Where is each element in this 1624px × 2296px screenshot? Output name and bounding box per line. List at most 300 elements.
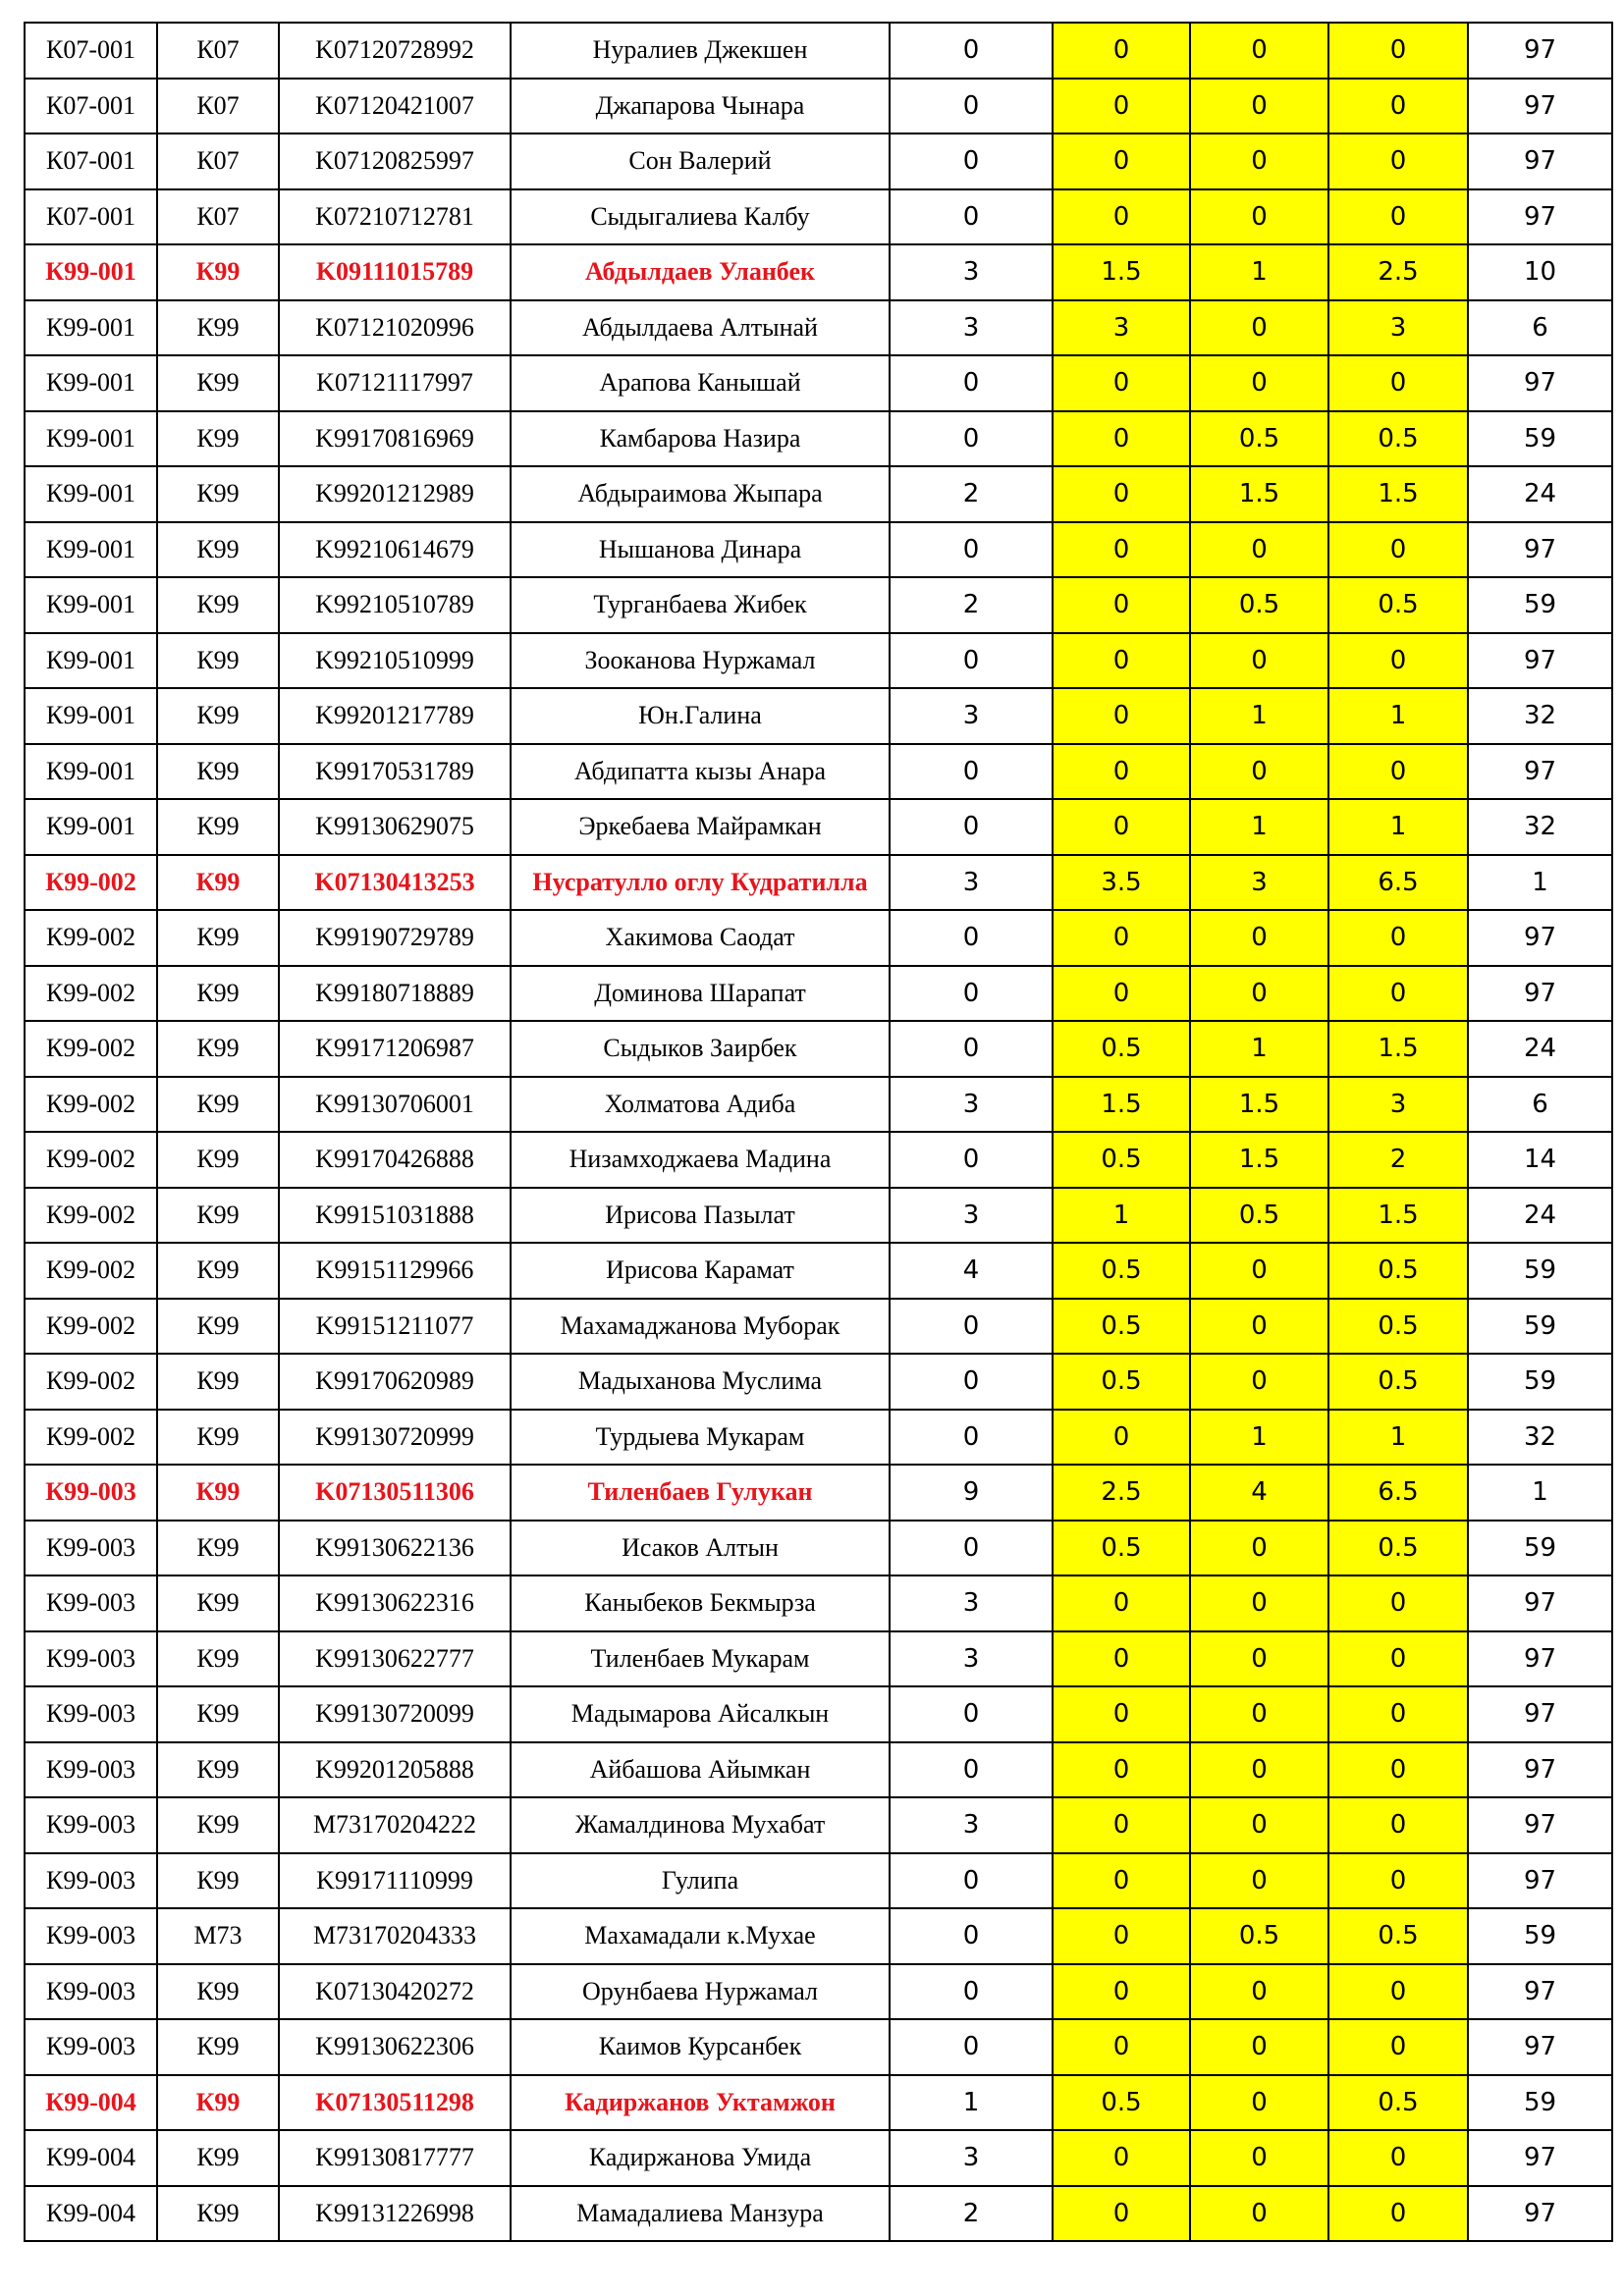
id-cell: K99171206987 xyxy=(279,1021,511,1077)
points-a-cell: 1 xyxy=(1053,1188,1190,1244)
points-a-cell: 0.5 xyxy=(1053,1132,1190,1188)
points-total-cell: 0 xyxy=(1328,189,1468,245)
group-cell: К99 xyxy=(157,1853,279,1909)
points-total-cell: 0 xyxy=(1328,1631,1468,1687)
id-cell: K99130622136 xyxy=(279,1521,511,1576)
name-cell: Ирисова Карамат xyxy=(511,1243,890,1299)
group-cell: К99 xyxy=(157,522,279,578)
points-total-cell: 0 xyxy=(1328,79,1468,134)
group-cell: К99 xyxy=(157,1686,279,1742)
points-b-cell: 0 xyxy=(1190,1521,1328,1576)
rank-cell: 97 xyxy=(1468,522,1612,578)
points-b-cell: 0 xyxy=(1190,1299,1328,1355)
table-row xyxy=(25,2186,1612,2242)
group-cell: К99 xyxy=(157,300,279,356)
group-cell: К99 xyxy=(157,1521,279,1576)
table-body xyxy=(25,23,1612,2241)
points-a-cell: 0 xyxy=(1053,2186,1190,2242)
rank-cell: 97 xyxy=(1468,744,1612,800)
rank-cell: 24 xyxy=(1468,1188,1612,1244)
rank-cell: 97 xyxy=(1468,23,1612,79)
points-total-cell: 3 xyxy=(1328,300,1468,356)
points-total-cell: 1.5 xyxy=(1328,1188,1468,1244)
id-cell: K99130622777 xyxy=(279,1631,511,1687)
score-cell: 0 xyxy=(890,966,1053,1022)
score-cell: 3 xyxy=(890,855,1053,911)
name-cell: Мамадалиева Манзура xyxy=(511,2186,890,2242)
name-cell: Нуралиев Джекшен xyxy=(511,23,890,79)
id-cell: K99170620989 xyxy=(279,1354,511,1410)
code-cell: К99-001 xyxy=(25,577,157,633)
group-cell: М73 xyxy=(157,1908,279,1964)
id-cell: K99201205888 xyxy=(279,1742,511,1798)
group-cell: К99 xyxy=(157,799,279,855)
points-b-cell: 1 xyxy=(1190,244,1328,300)
name-cell: Абдыраимова Жыпара xyxy=(511,466,890,522)
rank-cell: 1 xyxy=(1468,1465,1612,1521)
points-b-cell: 0 xyxy=(1190,633,1328,689)
points-a-cell: 0 xyxy=(1053,133,1190,189)
score-cell: 2 xyxy=(890,466,1053,522)
points-total-cell: 0 xyxy=(1328,522,1468,578)
points-total-cell: 0 xyxy=(1328,133,1468,189)
score-cell: 0 xyxy=(890,79,1053,134)
rank-cell: 97 xyxy=(1468,1686,1612,1742)
points-a-cell: 3 xyxy=(1053,300,1190,356)
points-b-cell: 4 xyxy=(1190,1465,1328,1521)
code-cell: К99-002 xyxy=(25,1410,157,1466)
score-cell: 0 xyxy=(890,633,1053,689)
group-cell: К99 xyxy=(157,1354,279,1410)
rank-cell: 32 xyxy=(1468,1410,1612,1466)
points-total-cell: 0 xyxy=(1328,1575,1468,1631)
rank-cell: 32 xyxy=(1468,688,1612,744)
points-b-cell: 0 xyxy=(1190,133,1328,189)
score-cell: 3 xyxy=(890,688,1053,744)
name-cell: Эркебаева Майрамкан xyxy=(511,799,890,855)
name-cell: Каныбеков Бекмырза xyxy=(511,1575,890,1631)
table-row xyxy=(25,1299,1612,1355)
score-cell: 0 xyxy=(890,1964,1053,2020)
points-b-cell: 0 xyxy=(1190,189,1328,245)
points-b-cell: 0.5 xyxy=(1190,411,1328,467)
points-total-cell: 0 xyxy=(1328,2019,1468,2075)
id-cell: K99170426888 xyxy=(279,1132,511,1188)
rank-cell: 97 xyxy=(1468,633,1612,689)
points-a-cell: 0 xyxy=(1053,1908,1190,1964)
name-cell: Юн.Галина xyxy=(511,688,890,744)
table-row xyxy=(25,1797,1612,1853)
rank-cell: 24 xyxy=(1468,1021,1612,1077)
points-b-cell: 0 xyxy=(1190,522,1328,578)
group-cell: К99 xyxy=(157,966,279,1022)
code-cell: К99-001 xyxy=(25,355,157,411)
score-cell: 3 xyxy=(890,1797,1053,1853)
points-b-cell: 0 xyxy=(1190,355,1328,411)
points-total-cell: 0.5 xyxy=(1328,1354,1468,1410)
points-a-cell: 0 xyxy=(1053,577,1190,633)
id-cell: K09111015789 xyxy=(279,244,511,300)
group-cell: К99 xyxy=(157,244,279,300)
points-b-cell: 1 xyxy=(1190,1021,1328,1077)
points-total-cell: 0 xyxy=(1328,1742,1468,1798)
points-b-cell: 0.5 xyxy=(1190,1908,1328,1964)
points-a-cell: 0.5 xyxy=(1053,1354,1190,1410)
score-cell: 4 xyxy=(890,1243,1053,1299)
points-total-cell: 0 xyxy=(1328,23,1468,79)
id-cell: K99130706001 xyxy=(279,1077,511,1133)
code-cell: К99-003 xyxy=(25,1575,157,1631)
table-row xyxy=(25,355,1612,411)
code-cell: К99-003 xyxy=(25,1908,157,1964)
score-cell: 0 xyxy=(890,1686,1053,1742)
points-b-cell: 0 xyxy=(1190,1797,1328,1853)
group-cell: К07 xyxy=(157,23,279,79)
points-b-cell: 0.5 xyxy=(1190,1188,1328,1244)
group-cell: К99 xyxy=(157,1410,279,1466)
rank-cell: 97 xyxy=(1468,355,1612,411)
table-row xyxy=(25,1077,1612,1133)
points-b-cell: 0 xyxy=(1190,79,1328,134)
name-cell: Холматова Адиба xyxy=(511,1077,890,1133)
points-a-cell: 0 xyxy=(1053,411,1190,467)
points-total-cell: 0 xyxy=(1328,1964,1468,2020)
id-cell: K07120825997 xyxy=(279,133,511,189)
id-cell: K07130511298 xyxy=(279,2075,511,2131)
points-b-cell: 0 xyxy=(1190,2130,1328,2186)
points-total-cell: 0 xyxy=(1328,910,1468,966)
score-cell: 0 xyxy=(890,1521,1053,1576)
points-a-cell: 0.5 xyxy=(1053,1243,1190,1299)
points-b-cell: 0 xyxy=(1190,1686,1328,1742)
points-total-cell: 3 xyxy=(1328,1077,1468,1133)
points-total-cell: 1.5 xyxy=(1328,1021,1468,1077)
code-cell: К99-003 xyxy=(25,1521,157,1576)
table-row xyxy=(25,577,1612,633)
code-cell: К07-001 xyxy=(25,133,157,189)
points-b-cell: 0 xyxy=(1190,1243,1328,1299)
id-cell: K07120728992 xyxy=(279,23,511,79)
points-a-cell: 0 xyxy=(1053,688,1190,744)
code-cell: К99-001 xyxy=(25,633,157,689)
name-cell: Абдылдаева Алтынай xyxy=(511,300,890,356)
points-total-cell: 1 xyxy=(1328,1410,1468,1466)
name-cell: Низамходжаева Мадина xyxy=(511,1132,890,1188)
score-cell: 9 xyxy=(890,1465,1053,1521)
rank-cell: 59 xyxy=(1468,1354,1612,1410)
code-cell: К99-002 xyxy=(25,855,157,911)
name-cell: Каимов Курсанбек xyxy=(511,2019,890,2075)
group-cell: К07 xyxy=(157,189,279,245)
points-total-cell: 0 xyxy=(1328,1853,1468,1909)
name-cell: Сыдыков Заирбек xyxy=(511,1021,890,1077)
rank-cell: 97 xyxy=(1468,79,1612,134)
group-cell: К07 xyxy=(157,133,279,189)
table-row xyxy=(25,189,1612,245)
rank-cell: 24 xyxy=(1468,466,1612,522)
points-b-cell: 0 xyxy=(1190,1853,1328,1909)
points-b-cell: 0.5 xyxy=(1190,577,1328,633)
code-cell: К99-003 xyxy=(25,1853,157,1909)
group-cell: К99 xyxy=(157,466,279,522)
group-cell: К99 xyxy=(157,1797,279,1853)
rank-cell: 97 xyxy=(1468,2186,1612,2242)
name-cell: Тиленбаев Гулукан xyxy=(511,1465,890,1521)
group-cell: К99 xyxy=(157,855,279,911)
rank-cell: 97 xyxy=(1468,1742,1612,1798)
rank-cell: 97 xyxy=(1468,2019,1612,2075)
points-total-cell: 0 xyxy=(1328,633,1468,689)
id-cell: K99151211077 xyxy=(279,1299,511,1355)
score-cell: 0 xyxy=(890,744,1053,800)
points-a-cell: 0 xyxy=(1053,744,1190,800)
code-cell: К99-002 xyxy=(25,1243,157,1299)
code-cell: К99-001 xyxy=(25,799,157,855)
table-row xyxy=(25,2130,1612,2186)
table-row xyxy=(25,466,1612,522)
group-cell: К99 xyxy=(157,2130,279,2186)
code-cell: К99-003 xyxy=(25,1465,157,1521)
table-row xyxy=(25,688,1612,744)
table-row xyxy=(25,1686,1612,1742)
points-a-cell: 0 xyxy=(1053,189,1190,245)
table-row xyxy=(25,1853,1612,1909)
code-cell: К99-002 xyxy=(25,910,157,966)
points-b-cell: 0 xyxy=(1190,910,1328,966)
points-b-cell: 0 xyxy=(1190,2019,1328,2075)
code-cell: К99-003 xyxy=(25,1964,157,2020)
rank-cell: 14 xyxy=(1468,1132,1612,1188)
group-cell: К99 xyxy=(157,1188,279,1244)
code-cell: К99-003 xyxy=(25,1631,157,1687)
points-a-cell: 0.5 xyxy=(1053,1521,1190,1576)
name-cell: Зооканова Нуржамал xyxy=(511,633,890,689)
table-row xyxy=(25,966,1612,1022)
id-cell: K99180718889 xyxy=(279,966,511,1022)
rank-cell: 97 xyxy=(1468,1964,1612,2020)
points-a-cell: 1.5 xyxy=(1053,1077,1190,1133)
id-cell: K99151129966 xyxy=(279,1243,511,1299)
group-cell: К99 xyxy=(157,2186,279,2242)
points-a-cell: 0 xyxy=(1053,1797,1190,1853)
group-cell: К07 xyxy=(157,79,279,134)
name-cell: Камбарова Назира xyxy=(511,411,890,467)
name-cell: Тиленбаев Мукарам xyxy=(511,1631,890,1687)
points-a-cell: 0.5 xyxy=(1053,1299,1190,1355)
points-total-cell: 0.5 xyxy=(1328,1299,1468,1355)
code-cell: К99-001 xyxy=(25,744,157,800)
name-cell: Жамалдинова Мухабат xyxy=(511,1797,890,1853)
score-cell: 3 xyxy=(890,1631,1053,1687)
id-cell: K99130720999 xyxy=(279,1410,511,1466)
id-cell: K07121020996 xyxy=(279,300,511,356)
table-row-leader xyxy=(25,2075,1612,2131)
id-cell: K99130629075 xyxy=(279,799,511,855)
code-cell: К99-003 xyxy=(25,2019,157,2075)
table-row-leader xyxy=(25,855,1612,911)
score-cell: 0 xyxy=(890,355,1053,411)
points-a-cell: 0 xyxy=(1053,79,1190,134)
group-cell: К99 xyxy=(157,1021,279,1077)
points-total-cell: 1 xyxy=(1328,799,1468,855)
code-cell: К99-002 xyxy=(25,1077,157,1133)
id-cell: K07130511306 xyxy=(279,1465,511,1521)
group-cell: К99 xyxy=(157,411,279,467)
table-row xyxy=(25,1021,1612,1077)
table-row xyxy=(25,23,1612,79)
results-table xyxy=(24,22,1613,2242)
points-b-cell: 0 xyxy=(1190,744,1328,800)
id-cell: K99201217789 xyxy=(279,688,511,744)
score-cell: 0 xyxy=(890,910,1053,966)
name-cell: Кадиржанова Умида xyxy=(511,2130,890,2186)
rank-cell: 10 xyxy=(1468,244,1612,300)
group-cell: К99 xyxy=(157,1575,279,1631)
group-cell: К99 xyxy=(157,1964,279,2020)
points-total-cell: 0 xyxy=(1328,1686,1468,1742)
name-cell: Турганбаева Жибек xyxy=(511,577,890,633)
code-cell: К99-001 xyxy=(25,244,157,300)
name-cell: Сон Валерий xyxy=(511,133,890,189)
score-cell: 0 xyxy=(890,1742,1053,1798)
points-total-cell: 0.5 xyxy=(1328,577,1468,633)
rank-cell: 97 xyxy=(1468,1853,1612,1909)
rank-cell: 97 xyxy=(1468,2130,1612,2186)
table-row xyxy=(25,300,1612,356)
group-cell: К99 xyxy=(157,577,279,633)
group-cell: К99 xyxy=(157,688,279,744)
name-cell: Сыдыгалиева Калбу xyxy=(511,189,890,245)
score-cell: 0 xyxy=(890,1354,1053,1410)
id-cell: K07120421007 xyxy=(279,79,511,134)
id-cell: M73170204222 xyxy=(279,1797,511,1853)
rank-cell: 59 xyxy=(1468,1908,1612,1964)
score-cell: 0 xyxy=(890,1021,1053,1077)
code-cell: К99-002 xyxy=(25,1299,157,1355)
table-row xyxy=(25,744,1612,800)
id-cell: K07130413253 xyxy=(279,855,511,911)
table-row xyxy=(25,1132,1612,1188)
rank-cell: 97 xyxy=(1468,1797,1612,1853)
name-cell: Махамадали к.Мухае xyxy=(511,1908,890,1964)
points-total-cell: 0 xyxy=(1328,744,1468,800)
code-cell: К07-001 xyxy=(25,189,157,245)
points-total-cell: 0 xyxy=(1328,1797,1468,1853)
group-cell: К99 xyxy=(157,633,279,689)
name-cell: Исаков Алтын xyxy=(511,1521,890,1576)
table-row xyxy=(25,1410,1612,1466)
points-b-cell: 1.5 xyxy=(1190,1132,1328,1188)
points-a-cell: 0 xyxy=(1053,1964,1190,2020)
table-row xyxy=(25,799,1612,855)
points-b-cell: 0 xyxy=(1190,1742,1328,1798)
id-cell: K99210510789 xyxy=(279,577,511,633)
score-cell: 0 xyxy=(890,133,1053,189)
code-cell: К99-003 xyxy=(25,1797,157,1853)
id-cell: K07130420272 xyxy=(279,1964,511,2020)
group-cell: К99 xyxy=(157,1243,279,1299)
points-b-cell: 1 xyxy=(1190,688,1328,744)
name-cell: Абдылдаев Уланбек xyxy=(511,244,890,300)
code-cell: К99-003 xyxy=(25,1742,157,1798)
code-cell: К99-002 xyxy=(25,1132,157,1188)
score-cell: 1 xyxy=(890,2075,1053,2131)
points-total-cell: 0 xyxy=(1328,355,1468,411)
score-cell: 0 xyxy=(890,189,1053,245)
name-cell: Джапарова Чынара xyxy=(511,79,890,134)
group-cell: К99 xyxy=(157,1299,279,1355)
points-a-cell: 0 xyxy=(1053,522,1190,578)
id-cell: K99170816969 xyxy=(279,411,511,467)
group-cell: К99 xyxy=(157,2019,279,2075)
group-cell: К99 xyxy=(157,910,279,966)
table-row xyxy=(25,522,1612,578)
table-row xyxy=(25,133,1612,189)
points-total-cell: 1.5 xyxy=(1328,466,1468,522)
score-cell: 0 xyxy=(890,1299,1053,1355)
points-a-cell: 0 xyxy=(1053,2130,1190,2186)
name-cell: Ирисова Пазылат xyxy=(511,1188,890,1244)
name-cell: Турдыева Мукарам xyxy=(511,1410,890,1466)
rank-cell: 59 xyxy=(1468,1521,1612,1576)
score-cell: 3 xyxy=(890,2130,1053,2186)
code-cell: К99-003 xyxy=(25,1686,157,1742)
points-total-cell: 1 xyxy=(1328,688,1468,744)
group-cell: К99 xyxy=(157,1077,279,1133)
points-a-cell: 1.5 xyxy=(1053,244,1190,300)
score-cell: 0 xyxy=(890,23,1053,79)
points-a-cell: 0 xyxy=(1053,1853,1190,1909)
score-cell: 0 xyxy=(890,1853,1053,1909)
code-cell: К07-001 xyxy=(25,79,157,134)
points-b-cell: 1.5 xyxy=(1190,1077,1328,1133)
table-row xyxy=(25,1521,1612,1576)
group-cell: К99 xyxy=(157,1631,279,1687)
code-cell: К99-004 xyxy=(25,2075,157,2131)
points-b-cell: 1 xyxy=(1190,1410,1328,1466)
group-cell: К99 xyxy=(157,744,279,800)
score-cell: 0 xyxy=(890,1410,1053,1466)
table-row xyxy=(25,910,1612,966)
rank-cell: 59 xyxy=(1468,577,1612,633)
points-b-cell: 1 xyxy=(1190,799,1328,855)
group-cell: К99 xyxy=(157,1742,279,1798)
points-a-cell: 0 xyxy=(1053,1575,1190,1631)
id-cell: K99190729789 xyxy=(279,910,511,966)
score-cell: 3 xyxy=(890,244,1053,300)
group-cell: К99 xyxy=(157,1132,279,1188)
points-a-cell: 0 xyxy=(1053,633,1190,689)
table-row xyxy=(25,1964,1612,2020)
points-total-cell: 0 xyxy=(1328,2186,1468,2242)
code-cell: К99-002 xyxy=(25,1188,157,1244)
code-cell: К99-002 xyxy=(25,966,157,1022)
code-cell: К07-001 xyxy=(25,23,157,79)
id-cell: K99131226998 xyxy=(279,2186,511,2242)
rank-cell: 59 xyxy=(1468,2075,1612,2131)
points-total-cell: 0.5 xyxy=(1328,2075,1468,2131)
table-row xyxy=(25,79,1612,134)
score-cell: 0 xyxy=(890,411,1053,467)
points-a-cell: 0 xyxy=(1053,966,1190,1022)
table-row-leader xyxy=(25,1465,1612,1521)
table-row-leader xyxy=(25,244,1612,300)
name-cell: Кадиржанов Уктамжон xyxy=(511,2075,890,2131)
name-cell: Мадымарова Айсалкын xyxy=(511,1686,890,1742)
points-a-cell: 0 xyxy=(1053,1686,1190,1742)
points-b-cell: 0 xyxy=(1190,1575,1328,1631)
name-cell: Орунбаева Нуржамал xyxy=(511,1964,890,2020)
